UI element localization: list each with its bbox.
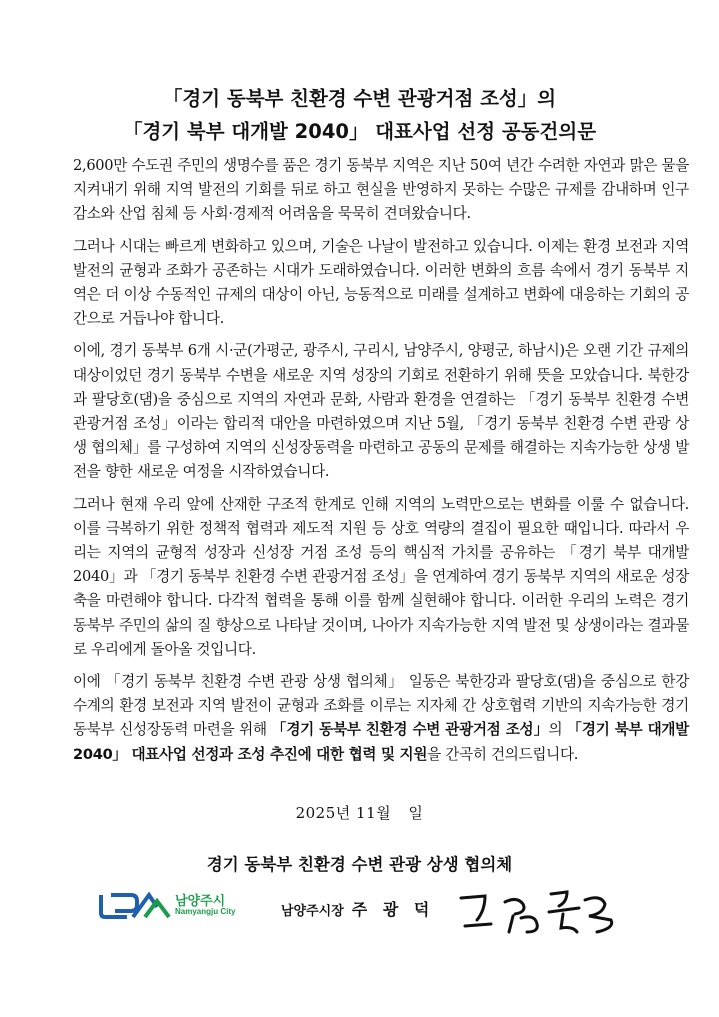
- document-body: [73, 154, 689, 775]
- paragraph-3: 이에, 경기 동북부 6개 시·군(가평군, 광주시, 구리시, 남양주시, 양평군, 하남시)은 오랜 기간 규제의 대상이었던 경기 동북부 수변을 새로운 지역 성장의 기회로 전환하기 위해 뜻을 모았습니다. 북한강과 팔당호(댐)을 중심으로 지역의 자연과 문화, 사람과 환경을 연결하는 「경기 동북부 친환경 수변 관광거점 조성」이라는 합리적 대안을 마련하였으며 지난 5월, 「경기 동북부 친환경 수변 관광 상생 협의체」를 구성하여 지역의 신성장동력을 마련하고 공동의 문제를 해결하는 지속가능한 상생 발전을 향한 새로운 여정을 시작하였습니다.: [73, 342, 689, 481]
- title-line-1: 「경기 동북부 친환경 수변 관광거점 조성」의: [162, 87, 557, 110]
- paragraph-5: [73, 670, 689, 767]
- city-emblem-icon: [97, 891, 171, 921]
- paragraph-5-closing: 을 간곡히 건의드립니다.: [427, 745, 579, 763]
- document-date: [0, 802, 719, 823]
- council-name: 경기 동북부 친환경 수변 관광 상생 협의체: [206, 855, 513, 874]
- paragraph-5-request: 「경기 북부 대개발 2040」 대표사업 선정과 조성 추진에 대한 협력 및 지원: [73, 721, 689, 763]
- mayor-title: 남양주시장: [281, 904, 344, 919]
- mayor-name: 주 광 덕: [351, 900, 435, 919]
- paragraph-5-project: 「경기 동북부 친환경 수변 관광거점 조성」: [271, 721, 549, 739]
- logo-korean-name: 남양주시: [175, 894, 226, 909]
- title-line-2: 「경기 북부 대개발 2040」 대표사업 선정 공동건의문: [122, 120, 597, 143]
- handwritten-signature: [455, 880, 625, 940]
- date-year-month: 2025년 11월: [295, 804, 392, 822]
- paragraph-5-intro: 이에 「경기 동북부 친환경 수변 관광 상생 협의체」 일동은 북한강과 팔당호(댐)을 중심으로 한강 수계의 환경 보전과 지역 발전이 균형과 조화를 이루는 지자체 간 상호협력 기반의 지속가능한 경기 동북부 신성장동력 마련을 위해: [73, 673, 689, 739]
- paragraph-2: 그러나 시대는 빠르게 변화하고 있으며, 기술은 나날이 발전하고 있습니다. 이제는 환경 보전과 지역 발전의 균형과 조화가 공존하는 시대가 도래하였습니다. 이러한 변화의 흐름 속에서 경기 동북부 지역은 더 이상 수동적인 규제의 대상이 아닌, 능동적으로 미래를 설계하고 변화에 대응하는 기회의 공간으로 거듭나야 합니다.: [73, 237, 689, 328]
- paragraph-1: 2,600만 수도권 주민의 생명수를 품은 경기 동북부 지역은 지난 50여 년간 수려한 자연과 맑은 물을 지켜내기 위해 지역 발전의 기회를 뒤로 하고 현실을 반영하지 못하는 수많은 규제를 감내하며 인구 감소와 산업 침체 등 사회·경제적 어려움을 묵묵히 견뎌왔습니다.: [73, 157, 689, 223]
- date-day: 일: [408, 804, 424, 822]
- paragraph-4: 그러나 현재 우리 앞에 산재한 구조적 한계로 인해 지역의 노력만으로는 변화를 이룰 수 없습니다. 이를 극복하기 위한 정책적 협력과 제도적 지원 등 상호 역량의 결집이 필요한 때입니다. 따라서 우리는 지역의 균형적 성장과 신성장 거점 조성 등의 핵심적 가치를 공유하는 「경기 북부 대개발 2040」과 「경기 동북부 친환경 수변 관광거점 조성」을 연계하여 경기 동북부 지역의 새로운 성장축을 마련해야 합니다. 다각적 협력을 통해 이를 함께 실현해야 합니다. 이러한 우리의 노력은 경기 동북부 주민의 삶의 질 향상으로 나타날 것이며, 나아가 지속가능한 지역 발전 및 상생이라는 결과물로 우리에게 돌아올 것입니다.: [73, 495, 689, 658]
- mayor-signature-line: [281, 897, 434, 920]
- document-title: [40, 82, 679, 148]
- paragraph-5-connector: 의: [548, 721, 568, 739]
- namyangju-city-logo: [97, 889, 247, 929]
- logo-english-name: Namyangju City: [175, 907, 236, 916]
